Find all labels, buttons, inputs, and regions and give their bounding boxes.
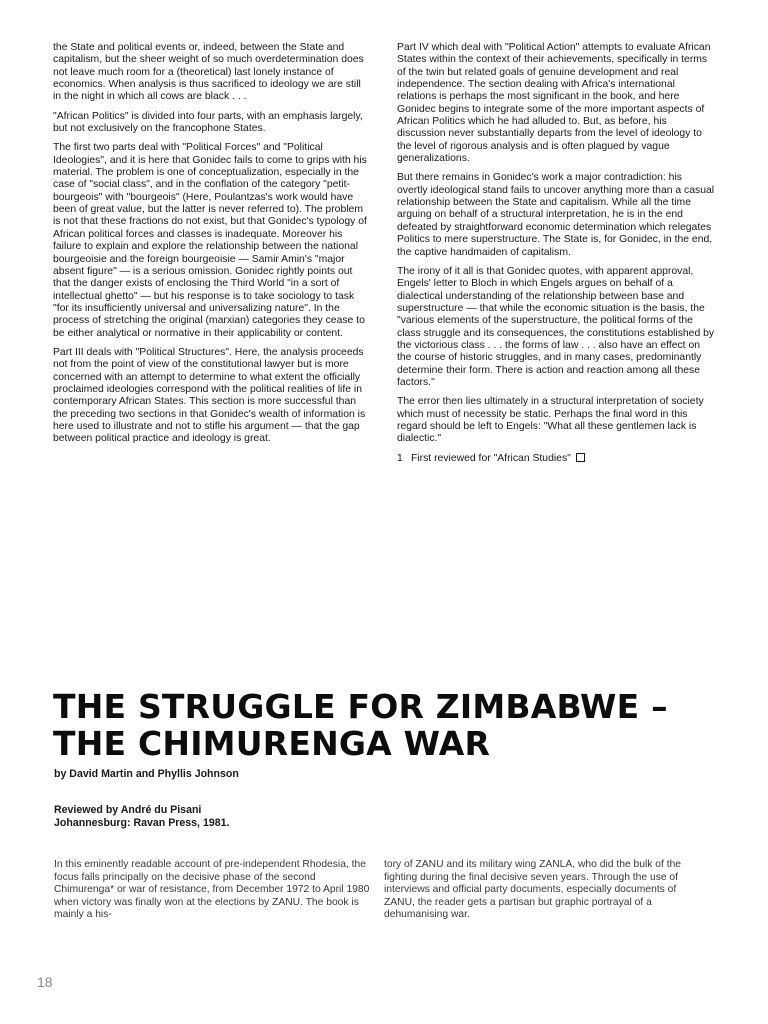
article-title [53,688,713,762]
paragraph: Part IV which deal with "Political Action" attempts to evaluate African States within the context of their achievements, specifically in terms of the twin but related goals of genuine development and real independence. The section dealing with Africa's international relations is perhaps the most significant in the book, and here Gonidec begins to integrate some of the more important aspects of African Politics which he had alluded to. But, as before, his discussion never substantially departs from the level of ideology to the level of rigorous analysis and is often plagued by vague generalizations. [397,42,711,165]
reviewer: Reviewed by André du Pisani [54,804,202,816]
byline: by David Martin and Phyllis Johnson [54,768,239,780]
end-of-article-box-icon [576,453,585,462]
publisher: Johannesburg: Ravan Press, 1981. [54,817,230,829]
article-body-right-column [384,859,706,922]
footnote-text: First reviewed for "African Studies" [411,452,571,464]
paragraph: In this eminently readable account of pre-independent Rhodesia, the focus falls principally on the decisive phase of the second Chimurenga* or war of resistance, from December 1972 to April 1980 when victory was finally won at the elections by ZANU. The book is mainly a his- [54,859,370,921]
paragraph: The error then lies ultimately in a structural interpretation of society which must of necessity be static. Perhaps the final word in this regard should be left to Engels: "What all these gentlemen lack is dialectic." [397,396,704,445]
paragraph: Part III deals with "Political Structures". Here, the analysis proceeds not from the point of view of the constitutional lawyer but is more concerned with an attempt to determine to what extent the officially proclaimed ideologies correspond with the political realities of life in contemporary African States. This section is more successful than the preceding two sections in that Gonidec's wealth of information is here used to illustrate and not to stifle his argument — that the gap between political practice and ideology is great. [53,346,366,445]
paragraph: The first two parts deal with "Political Forces" and "Political Ideologies", and it is here that Gonidec fails to come to grips with his material. The problem is one of conceptualization, especially in the case of "social class", and in the conflation of the category "petit-bourgeois" with "bourgeois" (Here, Poulantzas's work would have been of great value, but the latter is never referred to). The problem is not that these fractions do not exist, but that Gonidec's typology of African political forces and classes is inadequate. Moreover his failure to explain and explore the relationship between the national bourgeoisie and the foreign bourgeoisie — Samir Amin's "major absent figure" — is a serious omission. Gonidec rightly points out that the danger exists of enclosing the Third World "in a sort of intellectual ghetto" — but his response is to take sociology to task "for its insufficiently universal and universalizing nature". In the process of stretching the original (marxian) categories they cease to be either analytical or normative in their applicability or content. [53,142,367,339]
article-title-line-1: THE STRUGGLE FOR ZIMBABWE – [53,687,668,726]
paragraph: the State and political events or, indeed, between the State and capitalism, but the sheer weight of so much overdetermination does not leave much room for a (theoretical) last lonely instance of economics. When analysis is thus sacrificed to ideology we are still in the night in which all cows are black . . . [53,42,364,103]
paragraph: The irony of it all is that Gonidec quotes, with apparent approval, Engels' letter to Bloch in which Engels argues on behalf of a dialectical understanding of the relationship between base and superstructure — that while the economic situation is the basis, the "various elements of the superstructure, the political forms of the class struggle and its consequences, the constitutions established by the victorious class . . . the forms of law . . . also have an effect on the course of historic struggles, and in many cases, predominantly determine their form. There is action and reaction among all these factors." [397,265,715,388]
review-meta [54,804,229,830]
previous-review-left-column [53,42,371,453]
article-title-line-2: THE CHIMURENGA WAR [53,724,491,763]
page-number: 18 [37,974,53,990]
paragraph: But there remains in Gonidec's work a major contradiction: his overtly ideological stand fails to uncover anything more than a casual relationship between the State and capitalism. While all the time arguing on behalf of a structural interpretation, he is in the end defeated by straightforward economic determination which relegates Politics to mere superstructure. The State is, for Gonidec, in the end, the captive handmaiden of capitalism. [397,172,715,258]
previous-review-right-column [397,42,715,472]
paragraph: tory of ZANU and its military wing ZANLA, who did the bulk of the fighting during the final decisive seven years. Through the use of interviews and official party documents, especially documents of ZANU, the reader gets a partisan but graphic portrayal of a dehumanising war. [384,859,682,921]
article-body-left-column [54,859,372,922]
footnote [397,453,715,465]
paragraph: "African Politics" is divided into four parts, with an emphasis largely, but not exclusively on the francophone States. [53,110,363,135]
footnote-number: 1 [397,452,403,464]
